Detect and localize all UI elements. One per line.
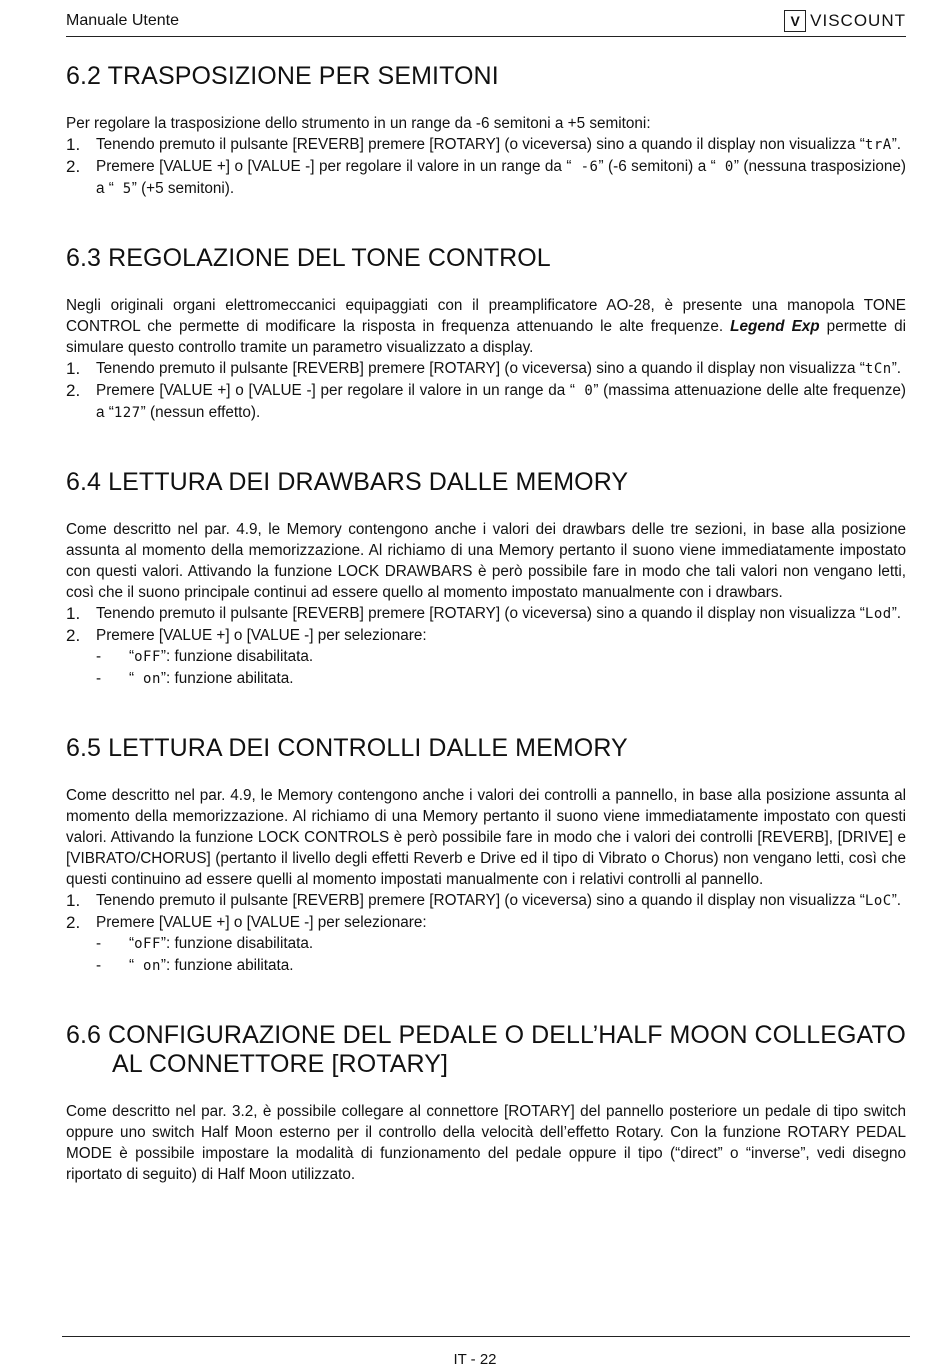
lcd-value: 0 [715,159,734,175]
steps-list [66,603,906,646]
brand-name: VISCOUNT [810,11,906,30]
list-item [66,134,906,156]
section-heading: 6.2 TRASPOSIZIONE PER SEMITONI [66,62,499,90]
section-heading: 6.3 REGOLAZIONE DEL TONE CONTROL [66,244,551,272]
step-text: Tenendo premuto il pulsante [REVERB] premere [ROTARY] (o viceversa) sino a quando il display non visualizza “LoC”. [96,892,902,909]
product-name: Legend Exp [730,318,820,335]
lcd-value: on [134,671,161,687]
option-item: - “oFF”: funzione disabilitata. [96,935,314,952]
section-6-6 [66,1021,906,1185]
section-6-4 [66,468,906,690]
option-item: - “ on”: funzione abilitata. [96,957,294,974]
step-number: 1. [66,604,81,623]
step-text: Premere [VALUE +] o [VALUE -] per selezionare: [96,914,427,931]
paragraph: Come descritto nel par. 3.2, è possibile collegare al connettore [ROTARY] del pannello posteriore un pedale di tipo switch oppure uno switch Half Moon esterno per il controllo della velocità dell’effetto Rotary. Con la funzione ROTARY PEDAL MODE è possibile impostare la modalità di funzionamento del pedale oppure il tipo (“direct” o “inverse”, vedi disegno riportato di seguito) di Half Moon utilizzato. [66,1103,906,1183]
step-text: Premere [VALUE +] o [VALUE -] per selezionare: [96,627,427,644]
section-heading: 6.6 CONFIGURAZIONE DEL PEDALE O DELL’HALF MOON COLLEGATO [66,1021,906,1049]
step-text: Tenendo premuto il pulsante [REVERB] premere [ROTARY] (o viceversa) sino a quando il display non visualizza “trA”. [96,136,902,153]
lcd-value: 5 [113,181,132,197]
lcd-value: 127 [113,405,141,421]
step-number: 1. [66,135,81,154]
paragraph: Come descritto nel par. 4.9, le Memory contengono anche i valori dei controlli a pannello, in base alla posizione assunta al momento della memorizzazione. Al richiamo di una Memory pertanto il suono viene immediatamente impostato con questi valori. Attivando la funzione LOCK CONTROLS è però possibile fare in modo che i valori dei controlli [REVERB], [DRIVE] e [VIBRATO/CHORUS] (pertanto il livello degli effetti Reverb e Drive ed il tipo di Vibrato o Chorus) non vengano letti, così che questi continuino ad essere quelli al momento impostati manualmente con i relativi controlli al pannello. [66,787,906,888]
section-heading-line2: AL CONNETTORE [ROTARY] [112,1050,449,1078]
paragraph: Come descritto nel par. 4.9, le Memory contengono anche i valori dei drawbars delle tre sezioni, in base alla posizione assunta al momento della memorizzazione. Al richiamo di una Memory pertanto il suono viene immediatamente impostato con questi valori. Attivando la funzione LOCK DRAWBARS è però possibile fare in modo che tali valori non vengano letti, così che il suono principale continui ad essere quello al momento impostato manualmente con i drawbars. [66,521,906,601]
section-heading: 6.4 LETTURA DEI DRAWBARS DALLE MEMORY [66,468,629,496]
footer-divider [62,1336,910,1337]
lcd-value: tCn [864,361,892,377]
paragraph: Per regolare la trasposizione dello strumento in un range da -6 semitoni a +5 semitoni: [66,115,651,132]
step-number: 2. [66,381,81,400]
list-item [66,890,906,912]
page-number: IT - 22 [453,1351,497,1368]
step-number: 2. [66,157,81,176]
steps-list [66,358,906,424]
step-number: 2. [66,913,81,932]
steps-list [66,134,906,200]
section-6-5 [66,734,906,977]
list-item [66,156,906,200]
lcd-value: oFF [134,649,161,665]
section-6-2 [66,62,906,200]
paragraph: Negli originali organi elettromeccanici equipaggiati con il preamplificatore AO-28, è presente una manopola TONE CONTROL che permette di modificare la risposta in frequenza attenuando le alte frequenze. Legend Exp permette di simulare questo controllo tramite un parametro visualizzato a display. [66,297,907,356]
list-item [66,625,906,646]
step-number: 1. [66,359,81,378]
step-text: Premere [VALUE +] o [VALUE -] per regolare il valore in un range da “ 0” (massima attenuazione delle alte frequenze) a “127” (nessun effetto). [96,382,907,421]
brand-logo [784,10,906,32]
list-item [66,358,906,380]
step-text: Tenendo premuto il pulsante [REVERB] premere [ROTARY] (o viceversa) sino a quando il display non visualizza “tCn”. [96,360,902,377]
lcd-value: 0 [575,383,594,399]
list-item [66,603,906,625]
list-item [66,380,906,424]
step-text: Tenendo premuto il pulsante [REVERB] premere [ROTARY] (o viceversa) sino a quando il display non visualizza “Lod”. [96,605,902,622]
step-number: 2. [66,626,81,645]
steps-list [66,890,906,933]
option-item: - “oFF”: funzione disabilitata. [96,648,314,665]
page-header [66,8,906,37]
options-list [66,933,906,977]
list-item [66,912,906,933]
section-heading: 6.5 LETTURA DEI CONTROLLI DALLE MEMORY [66,734,628,762]
lcd-value: trA [864,137,892,153]
viscount-logo-icon: V [784,10,806,32]
option-item: - “ on”: funzione abilitata. [96,670,294,687]
step-text: Premere [VALUE +] o [VALUE -] per regolare il valore in un range da “ -6” (-6 semitoni) a “ 0” (nessuna trasposizione) a “ 5” (+5 semitoni). [96,158,907,197]
page-content [66,62,906,1229]
lcd-value: -6 [571,159,599,175]
lcd-value: on [134,958,161,974]
section-6-3 [66,244,906,424]
lcd-value: Lod [864,606,892,622]
lcd-value: oFF [134,936,161,952]
manual-title: Manuale Utente [66,12,179,29]
lcd-value: LoC [864,893,892,909]
options-list [66,646,906,690]
step-number: 1. [66,891,81,910]
